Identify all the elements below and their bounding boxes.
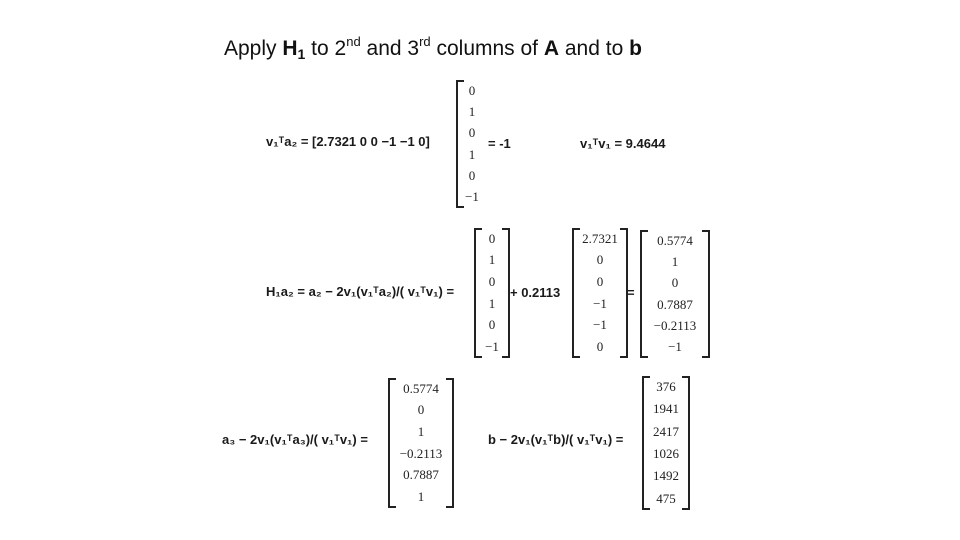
title-superscript: nd (346, 34, 361, 49)
vector-entries (390, 378, 452, 508)
title-h: H (282, 37, 298, 60)
vector-entry: −0.2113 (653, 317, 697, 333)
vector-entry: 0 (468, 82, 476, 98)
row1-vector (456, 80, 486, 208)
row1-result: = -1 (488, 136, 511, 151)
vector-entry: 1492 (653, 468, 679, 484)
vector-entries (476, 228, 508, 358)
vector-entry: 1 (468, 103, 476, 119)
title-text: columns of (430, 37, 544, 60)
title-text: and 3 (360, 37, 420, 60)
row2-result-vector (640, 230, 710, 358)
vector-entry: 0 (417, 402, 425, 418)
vector-entry: 376 (656, 379, 676, 395)
row2-lhs: H₁a₂ = a₂ − 2v₁(v₁ᵀa₂)/( v₁ᵀv₁) = (266, 284, 455, 299)
vector-entry: 1 (417, 424, 425, 440)
vector-entry: 1 (488, 252, 496, 268)
title-text: to 2 (305, 37, 347, 60)
vector-entries (574, 228, 626, 358)
row1-rhs: v₁ᵀv₁ = 9.4644 (580, 136, 666, 151)
slide-title (224, 34, 642, 62)
row2-plus: + 0.2113 (510, 285, 561, 300)
row3-lhs: a₃ − 2v₁(v₁ᵀa₃)/( v₁ᵀv₁) = (222, 432, 368, 447)
vector-entry: −1 (465, 189, 479, 205)
vector-entry: 0 (488, 230, 496, 246)
vector-entry: 0.7887 (403, 467, 439, 483)
vector-entry: 0 (671, 275, 679, 291)
row2-eq: = (627, 285, 635, 300)
vector-entry: 2.7321 (582, 230, 618, 246)
vector-entry: 1 (468, 146, 476, 162)
vector-entry: 1941 (653, 401, 679, 417)
row1-lhs: v₁ᵀa₂ = [2.7321 0 0 −1 −1 0] (266, 134, 430, 149)
vector-entry: 0.7887 (657, 296, 693, 312)
vector-entry: −1 (668, 339, 682, 355)
vector-entry: 1 (488, 295, 496, 311)
vector-entry: 2417 (653, 423, 679, 439)
vector-entry: 0 (596, 339, 604, 355)
vector-entry: 0 (468, 125, 476, 141)
row2-v1-vector (572, 228, 628, 358)
row3-result-vector (388, 378, 454, 508)
vector-entry: 0.5774 (403, 380, 439, 396)
title-text: Apply (224, 37, 283, 60)
vector-entry: 0 (488, 274, 496, 290)
vector-entry: −1 (593, 317, 607, 333)
vector-entry: 475 (656, 490, 676, 506)
vector-entry: 1026 (653, 446, 679, 462)
title-superscript: rd (419, 34, 431, 49)
vector-entries (644, 376, 688, 510)
title-A: A (543, 37, 560, 60)
vector-entry: 0 (596, 274, 604, 290)
vector-entry: 0.5774 (657, 232, 693, 248)
vector-entry: −0.2113 (399, 445, 443, 461)
row2-a2-vector (474, 228, 510, 358)
row1-vector-entries (458, 80, 486, 208)
vector-entry: 1 (417, 489, 425, 505)
vector-entry: 0 (488, 317, 496, 333)
vector-entry: 0 (468, 167, 476, 183)
vector-entries (642, 230, 708, 358)
row3-result-b-vector (642, 376, 690, 510)
vector-entry: 1 (671, 253, 679, 269)
title-h-subscript: 1 (297, 46, 306, 62)
title-text: and to (559, 37, 630, 60)
vector-entry: −1 (593, 295, 607, 311)
vector-entry: −1 (485, 339, 499, 355)
vector-entry: 0 (596, 252, 604, 268)
row3-lhs-b: b − 2v₁(v₁ᵀb)/( v₁ᵀv₁) = (488, 432, 624, 447)
title-b: b (629, 37, 642, 60)
